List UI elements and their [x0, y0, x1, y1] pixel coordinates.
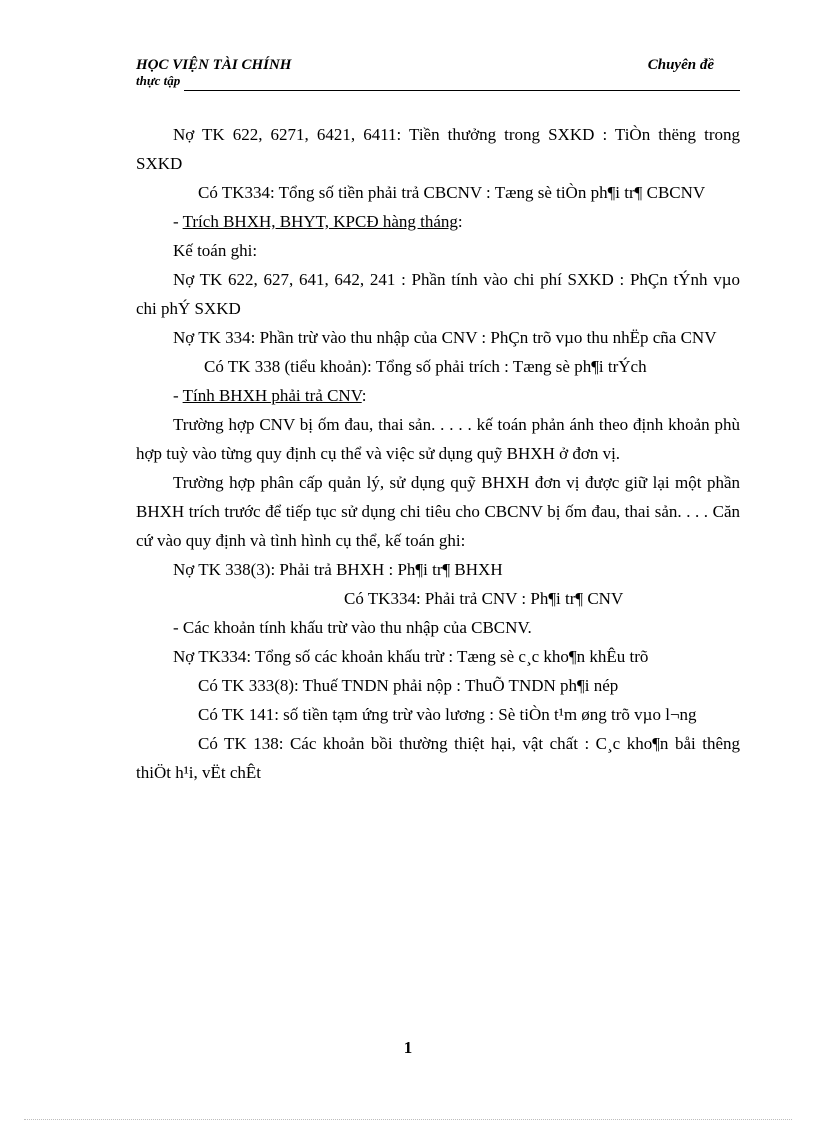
header-document-type: Chuyên đề [647, 57, 714, 73]
header-divider [184, 90, 740, 91]
heading-prefix: - [173, 386, 183, 405]
paragraph-11: Nợ TK 338(3): Phải trả BHXH : Ph¶i tr¶ BHXH [173, 560, 503, 579]
heading-suffix: : [457, 212, 463, 231]
paragraph-4: Kế toán ghi: [173, 241, 258, 260]
section-heading-bhxh-tra [136, 381, 740, 410]
paragraph-14: Nợ TK334: Tổng số các khoản khấu trừ : Tæng sè c¸c kho¶n khÊu trõ [173, 647, 649, 666]
section-heading-bhxh-trich [136, 207, 740, 236]
paragraph-9: Trường hợp CNV bị ốm đau, thai sản. . . . . kế toán phản ánh theo định khoản phù hợp tuỳ vào từng quy định cụ thể và việc sử dụng quỹ BHXH ở đơn vị. [136, 415, 740, 463]
heading-underlined: Trích BHXH, BHYT, KPCĐ hàng tháng [182, 212, 458, 231]
paragraph-10: Trường hợp phân cấp quản lý, sử dụng quỹ BHXH đơn vị được giữ lại một phần BHXH trích trước để tiếp tục sử dụng chi tiêu cho CBCNV bị ốm đau, thai sản. . . . Căn cứ vào quy định và tình hình cụ thể, kế toán ghi: [136, 473, 740, 550]
heading-underlined: Tính BHXH phải trả CNV [182, 386, 362, 405]
page-header [136, 56, 740, 92]
page-number: 1 [403, 1038, 413, 1057]
paragraph-17: Có TK 138: Các khoản bồi thường thiệt hại, vật chất : C¸c kho¶n båi thêng thiÖt h¹i, vËt chÊt [136, 734, 740, 782]
paragraph-12: Có TK334: Phải trả CNV : Ph¶i tr¶ CNV [344, 589, 624, 608]
paragraph-2: Có TK334: Tổng số tiền phải trả CBCNV : Tæng sè tiÒn ph¶i tr¶ CBCNV [198, 183, 706, 202]
paragraph-1: Nợ TK 622, 6271, 6421, 6411: Tiền thưởng trong SXKD : TiÒn thëng trong SXKD [136, 125, 740, 173]
paragraph-7: Có TK 338 (tiểu khoản): Tổng số phải trích : Tæng sè ph¶i trÝch [204, 357, 647, 376]
document-body [136, 120, 740, 787]
footer-divider [24, 1119, 792, 1120]
paragraph-6: Nợ TK 334: Phần trừ vào thu nhập của CNV : PhÇn trõ vµo thu nhËp cña CNV [173, 328, 717, 347]
paragraph-13: - Các khoản tính khấu trừ vào thu nhập của CBCNV. [173, 618, 532, 637]
heading-prefix: - [173, 212, 183, 231]
paragraph-16: Có TK 141: số tiền tạm ứng trừ vào lương : Sè tiÒn t¹m øng trõ vµo l¬ng [198, 705, 697, 724]
header-institution-sub: thực tập [136, 73, 181, 88]
header-institution [136, 56, 291, 88]
heading-suffix: : [361, 386, 367, 405]
header-institution-name: HỌC VIỆN TÀI CHÍNH [136, 57, 292, 73]
paragraph-15: Có TK 333(8): Thuế TNDN phải nộp : ThuÕ TNDN ph¶i nép [198, 676, 619, 695]
paragraph-5: Nợ TK 622, 627, 641, 642, 241 : Phần tính vào chi phí SXKD : PhÇn tÝnh vµo chi phÝ SXKD [136, 270, 740, 318]
